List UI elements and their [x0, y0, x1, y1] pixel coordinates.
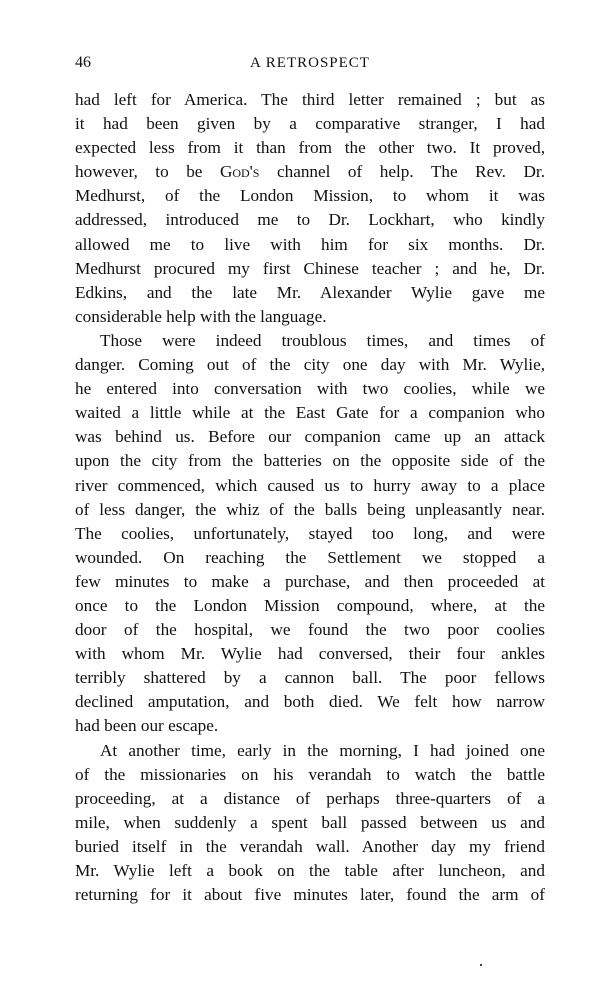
text-line: Mr. Wylie left a book on the table after luncheon, and — [75, 861, 545, 880]
running-title: A RETROSPECT — [250, 55, 370, 71]
text-line: door of the hospital, we found the two poor coolies — [75, 620, 545, 640]
text-line: upon the city from the batteries on the opposite side of the — [75, 451, 545, 471]
text-line: few minutes to make a purchase, and then proceeded at — [75, 571, 545, 591]
page-body — [75, 88, 545, 907]
text-line: danger. Coming out of the city one day with Mr. Wylie, — [75, 355, 545, 375]
paragraph — [75, 88, 545, 329]
page-header — [75, 54, 545, 78]
text-line: once to the London Mission compound, where, at the — [75, 595, 545, 615]
text-line: with whom Mr. Wylie had conversed, their four ankles — [75, 644, 545, 664]
text-line: considerable help with the language. — [75, 306, 327, 326]
text-line: Medhurst procured my first Chinese teacher ; and he, Dr. — [75, 258, 545, 278]
text-line: was behind us. Before our companion came up an attack — [75, 427, 545, 447]
text-line: Edkins, and the late Mr. Alexander Wylie gave me — [75, 282, 545, 302]
text-line: of less danger, the whiz of the balls being unpleasantly near. — [75, 499, 545, 519]
text-line: declined amputation, and both died. We felt how narrow — [75, 692, 545, 712]
text-line: buried itself in the verandah wall. Another day my friend — [75, 836, 545, 856]
text-line: he entered into conversation with two coolies, while we — [75, 379, 545, 399]
text-line: waited a little while at the East Gate for a companion who — [75, 403, 545, 423]
text-line: river commenced, which caused us to hurry away to a place — [75, 475, 545, 495]
text-line: had been our escape. — [75, 716, 219, 736]
text-line: addressed, introduced me to Dr. Lockhart, who kindly — [75, 210, 545, 230]
text-line: Medhurst, of the London Mission, to whom it was — [75, 186, 545, 206]
text-line: had left for America. The third letter remained ; but as — [75, 90, 545, 109]
text-line: expected less from it than from the other two. It proved, — [75, 138, 545, 158]
text-line: Those were indeed troublous times, and times of — [100, 330, 545, 350]
text-line: The coolies, unfortunately, stayed too long, and were — [75, 523, 545, 543]
scan-speck — [480, 964, 482, 966]
text-line: mile, when suddenly a spent ball passed between us and — [75, 812, 545, 832]
text-line: proceeding, at a distance of perhaps three-quarters of a — [75, 788, 545, 808]
paragraph — [75, 739, 545, 908]
text-line: of the missionaries on his verandah to watch the battle — [75, 764, 545, 784]
text-line: it had been given by a comparative stranger, I had — [75, 114, 545, 134]
text-line: however, to be God's channel of help. The Rev. Dr. — [75, 162, 545, 182]
text-line: allowed me to live with him for six months. Dr. — [75, 234, 545, 254]
page-number: 46 — [75, 54, 91, 71]
small-caps-word: God's — [219, 162, 260, 182]
text-line: wounded. On reaching the Settlement we stopped a — [75, 547, 545, 567]
paragraph — [75, 329, 545, 739]
text-line: returning for it about five minutes later, found the arm of — [75, 885, 545, 905]
text-line: terribly shattered by a cannon ball. The poor fellows — [75, 668, 545, 688]
text-line: At another time, early in the morning, I had joined one — [100, 740, 545, 760]
